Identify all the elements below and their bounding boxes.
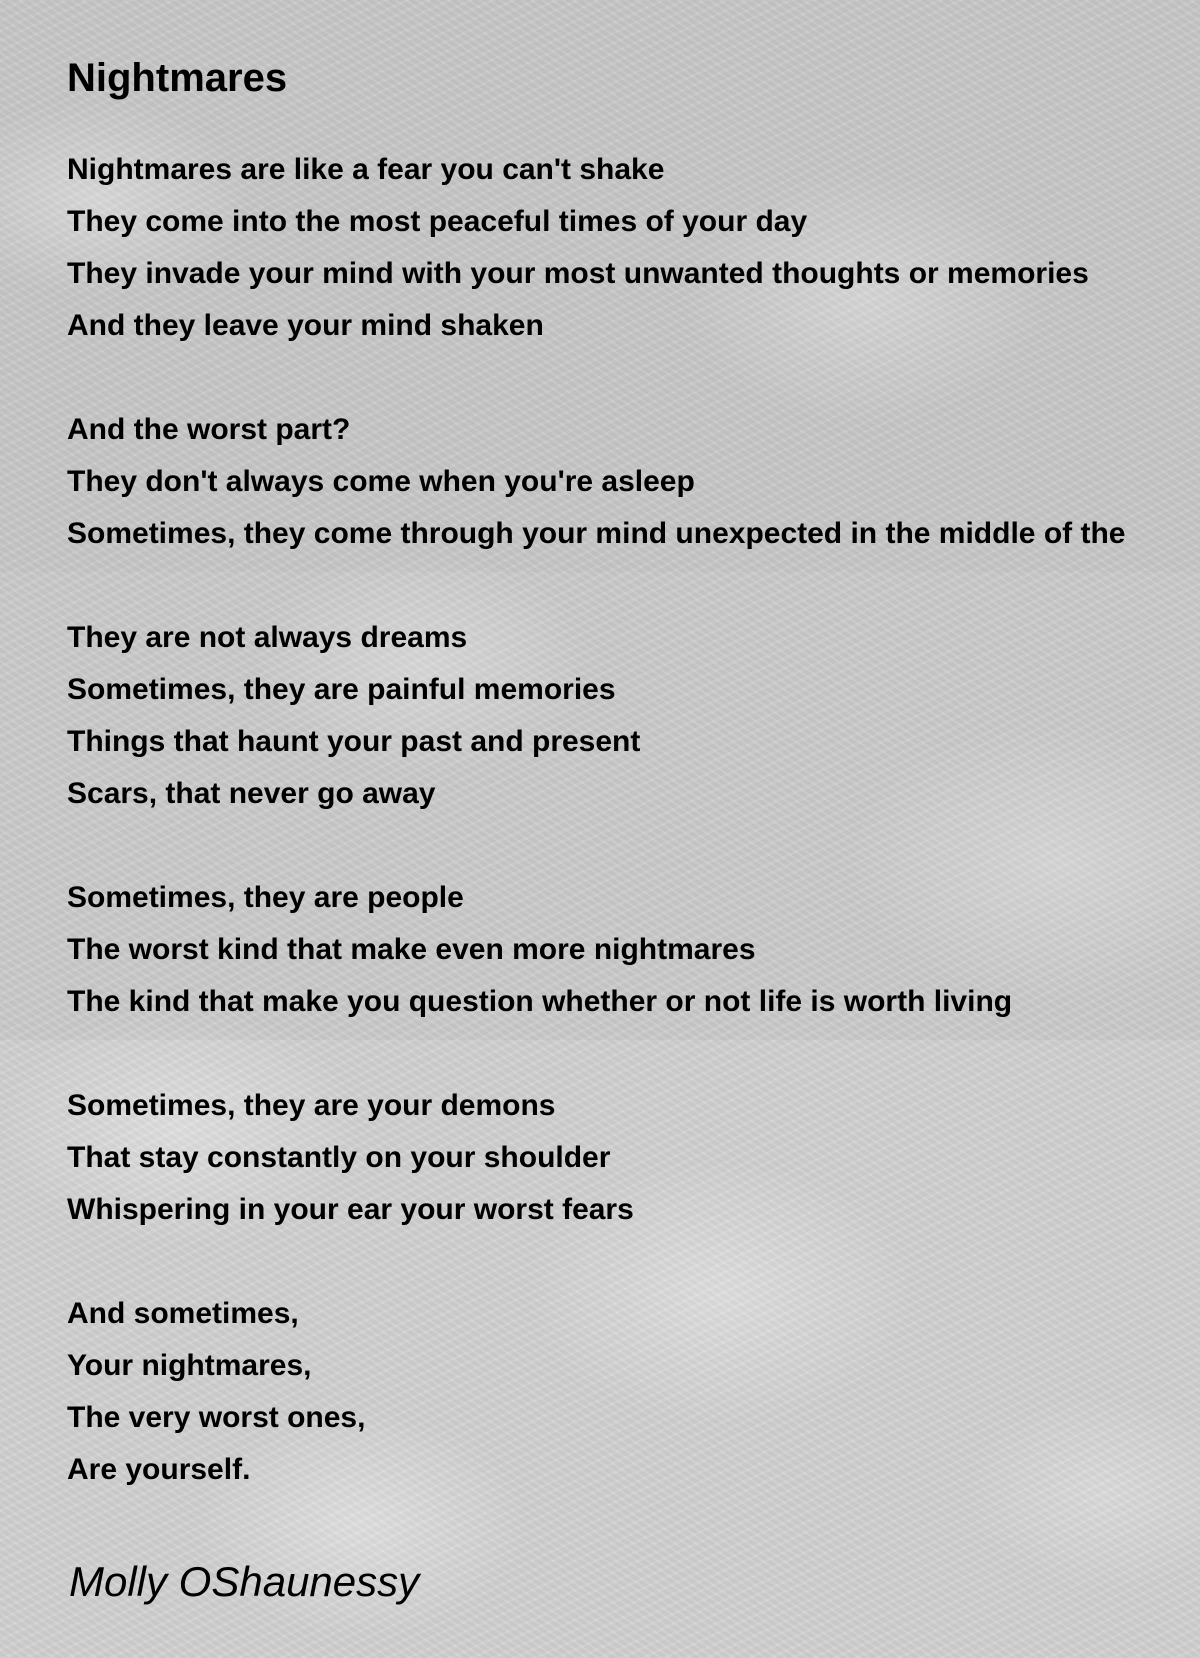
poem-line: Sometimes, they are your demons: [67, 1089, 556, 1122]
poem-line: They are not always dreams: [67, 621, 468, 654]
poem-title: Nightmares: [67, 56, 288, 100]
stanza-1: [67, 144, 1200, 352]
poem-line: Things that haunt your past and present: [67, 725, 641, 758]
poem-line: Whispering in your ear your worst fears: [67, 1193, 634, 1226]
poem-line: They invade your mind with your most unwanted thoughts or memories: [67, 257, 1089, 290]
poem-line: Scars, that never go away: [67, 777, 436, 810]
poem-line: And sometimes,: [67, 1297, 299, 1330]
poem-author: Molly OShaunessy: [69, 1558, 420, 1605]
stanza-2: [67, 404, 1200, 560]
poem-line: The worst kind that make even more nightmares: [67, 933, 756, 966]
stanza-3: [67, 612, 1200, 820]
poem-line: Sometimes, they come through your mind unexpected in the middle of the: [67, 517, 1126, 550]
poem-line: The very worst ones,: [67, 1401, 366, 1434]
poem-line: The kind that make you question whether or not life is worth living: [67, 985, 1013, 1018]
poem-line: They come into the most peaceful times of your day: [67, 205, 808, 238]
poem-line: Are yourself.: [67, 1453, 251, 1486]
poem-line: Your nightmares,: [67, 1349, 312, 1382]
poem-line: Sometimes, they are painful memories: [67, 673, 616, 706]
poem: [67, 48, 1200, 1496]
stanza-6: [67, 1288, 1200, 1496]
poem-line: Nightmares are like a fear you can't shake: [67, 153, 665, 186]
poem-line: Sometimes, they are people: [67, 881, 464, 914]
stanza-4: [67, 872, 1200, 1028]
poem-line: And they leave your mind shaken: [67, 309, 544, 342]
stanza-5: [67, 1080, 1200, 1236]
poem-line: They don't always come when you're asleep: [67, 465, 695, 498]
poem-line: And the worst part?: [67, 413, 351, 446]
poem-line: That stay constantly on your shoulder: [67, 1141, 611, 1174]
